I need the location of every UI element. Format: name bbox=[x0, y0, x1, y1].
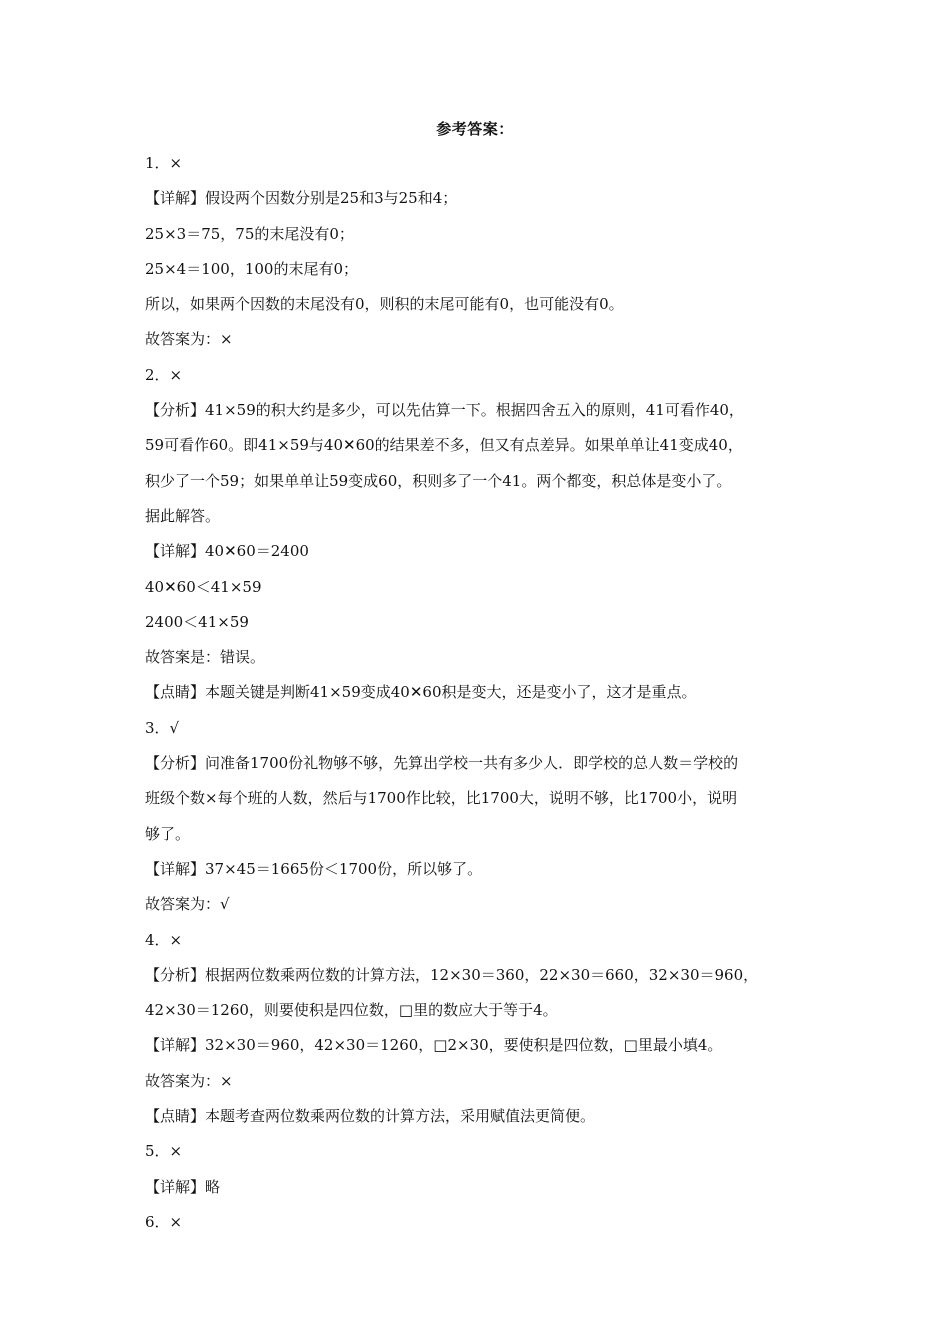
analysis-line: 够了。 bbox=[145, 824, 191, 843]
conclusion-line: 所以，如果两个因数的末尾没有0，则积的末尾可能有0，也可能没有0。 bbox=[145, 295, 624, 314]
page-title: 参考答案： bbox=[436, 120, 514, 138]
answer-number: 3．√ bbox=[145, 718, 180, 737]
answer-number: 5．× bbox=[145, 1142, 183, 1161]
calc-line: 40✕60＜41×59 bbox=[145, 577, 262, 596]
final-answer-line: 故答案为：√ bbox=[145, 895, 230, 914]
analysis-line: 积少了一个59；如果单单让59变成60，积则多了一个41。两个都变，积总体是变小了。 bbox=[145, 471, 732, 490]
detail-line: 【详解】37×45＝1665份＜1700份，所以够了。 bbox=[145, 859, 483, 878]
detail-line: 【详解】40✕60＝2400 bbox=[145, 542, 309, 561]
final-answer-line: 故答案是：错误。 bbox=[145, 648, 266, 667]
calc-line: 2400＜41×59 bbox=[145, 612, 249, 631]
analysis-line: 【分析】问准备1700份礼物够不够，先算出学校一共有多少人．即学校的总人数＝学校的 bbox=[145, 754, 739, 773]
final-answer-line: 故答案为：× bbox=[145, 330, 233, 349]
final-answer-line: 故答案为：× bbox=[145, 1071, 233, 1090]
answer-number: 1．× bbox=[145, 154, 183, 172]
detail-line: 【详解】略 bbox=[145, 1177, 221, 1196]
calc-line: 25×3＝75，75的末尾没有0； bbox=[145, 224, 354, 243]
analysis-line: 【分析】根据两位数乘两位数的计算方法，12×30＝360，22×30＝660，32×30＝960， bbox=[145, 965, 759, 984]
detail-line: 【详解】假设两个因数分别是25和3与25和4； bbox=[145, 189, 458, 208]
key-point-line: 【点睛】本题关键是判断41×59变成40✕60积是变大，还是变小了，这才是重点。 bbox=[145, 683, 697, 702]
analysis-line: 42×30＝1260，则要使积是四位数，□里的数应大于等于4。 bbox=[145, 1001, 558, 1020]
answer-number: 2．× bbox=[145, 365, 183, 384]
answer-number: 6．× bbox=[145, 1212, 183, 1231]
key-point-line: 【点睛】本题考查两位数乘两位数的计算方法，采用赋值法更简便。 bbox=[145, 1107, 596, 1126]
analysis-line: 【分析】41×59的积大约是多少，可以先估算一下。根据四舍五入的原则，41可看作40， bbox=[145, 401, 744, 420]
analysis-line: 59可看作60。即41×59与40✕60的结果差不多，但又有点差异。如果单单让41变成40， bbox=[145, 436, 743, 455]
calc-line: 25×4＝100，100的末尾有0； bbox=[145, 259, 359, 278]
analysis-line: 班级个数×每个班的人数，然后与1700作比较，比1700大，说明不够，比1700小，说明 bbox=[145, 789, 738, 808]
analysis-line: 据此解答。 bbox=[145, 506, 221, 525]
answer-content bbox=[145, 146, 815, 1240]
answer-number: 4．× bbox=[145, 930, 183, 949]
detail-line: 【详解】32×30＝960，42×30＝1260，□2×30，要使积是四位数，□里最小填4。 bbox=[145, 1036, 723, 1055]
